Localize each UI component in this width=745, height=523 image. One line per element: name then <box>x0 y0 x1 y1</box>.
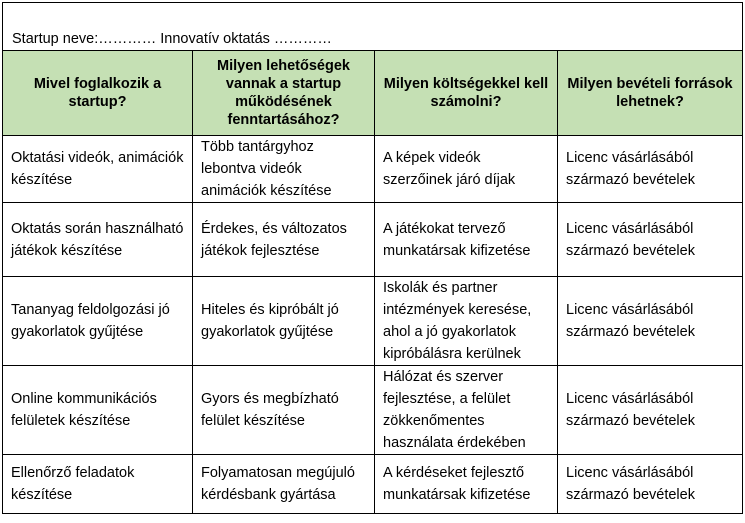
cell-revenue: Licenc vásárlásából származó bevételek <box>558 277 743 366</box>
table-row <box>3 455 743 514</box>
business-model-document <box>2 2 742 514</box>
cell-opportunity: Több tantárgyhoz lebontva videók animációk készítése <box>193 136 375 203</box>
table-row <box>3 277 743 366</box>
cell-opportunity: Folyamatosan megújuló kérdésbank gyártása <box>193 455 375 514</box>
cell-activity: Online kommunikációs felületek készítése <box>3 366 193 455</box>
cell-revenue: Licenc vásárlásából származó bevételek <box>558 366 743 455</box>
header-opportunities: Milyen lehetőségek vannak a startup működésének fenntartásához? <box>193 51 375 136</box>
cell-revenue: Licenc vásárlásából származó bevételek <box>558 455 743 514</box>
startup-table <box>2 2 743 514</box>
cell-activity: Ellenőrző feladatok készítése <box>3 455 193 514</box>
cell-cost: A kérdéseket fejlesztő munkatársak kifizetése <box>375 455 558 514</box>
cell-opportunity: Hiteles és kipróbált jó gyakorlatok gyűjtése <box>193 277 375 366</box>
header-costs: Milyen költségekkel kell számolni? <box>375 51 558 136</box>
cell-activity: Oktatás során használható játékok készítése <box>3 203 193 277</box>
cell-cost: Iskolák és partner intézmények keresése, ahol a jó gyakorlatok kipróbálásra kerülnek <box>375 277 558 366</box>
cell-cost: A játékokat tervező munkatársak kifizetése <box>375 203 558 277</box>
cell-revenue: Licenc vásárlásából származó bevételek <box>558 136 743 203</box>
cell-activity: Oktatási videók, animációk készítése <box>3 136 193 203</box>
table-row <box>3 203 743 277</box>
cell-revenue: Licenc vásárlásából származó bevételek <box>558 203 743 277</box>
header-revenue: Milyen bevételi források lehetnek? <box>558 51 743 136</box>
cell-cost: Hálózat és szerver fejlesztése, a felület zökkenőmentes használata érdekében <box>375 366 558 455</box>
startup-name-line: Startup neve:………… Innovatív oktatás ………… <box>3 3 743 51</box>
table-row <box>3 136 743 203</box>
cell-opportunity: Gyors és megbízható felület készítése <box>193 366 375 455</box>
table-row <box>3 366 743 455</box>
cell-cost: A képek videók szerzőinek járó díjak <box>375 136 558 203</box>
cell-activity: Tananyag feldolgozási jó gyakorlatok gyűjtése <box>3 277 193 366</box>
header-activity: Mivel foglalkozik a startup? <box>3 51 193 136</box>
cell-opportunity: Érdekes, és változatos játékok fejlesztése <box>193 203 375 277</box>
